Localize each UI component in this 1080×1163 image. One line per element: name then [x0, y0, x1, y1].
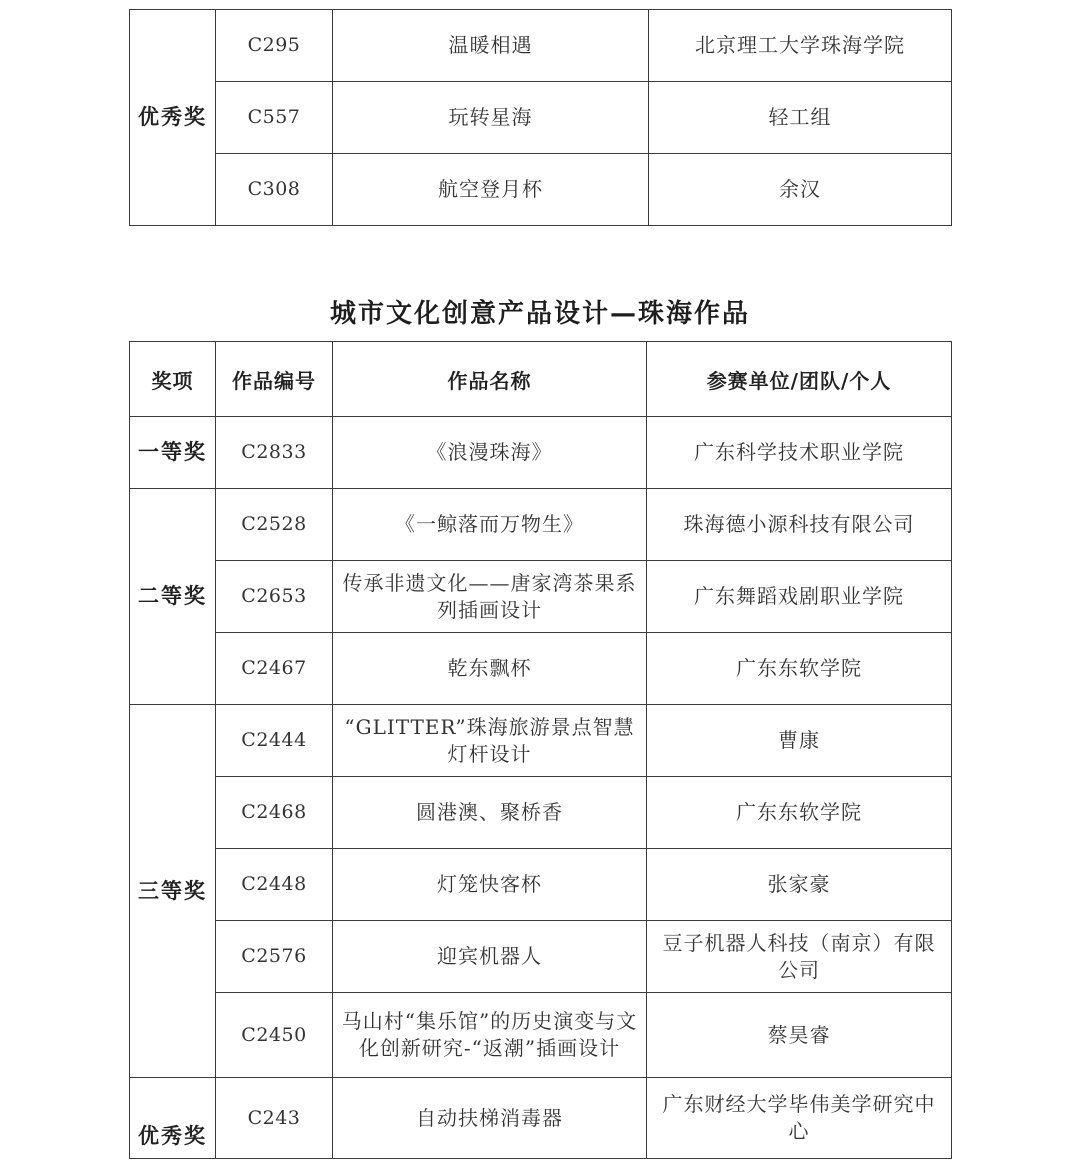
code-cell: C2653: [216, 561, 333, 633]
table-row: [130, 82, 952, 154]
title-cell: 玩转星海: [333, 82, 649, 154]
table-row: [130, 993, 952, 1078]
entrant-cell: 广东财经大学毕伟美学研究中心: [647, 1078, 952, 1159]
table-row: [130, 489, 952, 561]
entrant-cell: 豆子机器人科技（南京）有限公司: [647, 921, 952, 993]
code-cell: C2468: [216, 777, 333, 849]
entrant-cell: 广东科学技术职业学院: [647, 417, 952, 489]
code-cell: C308: [216, 154, 333, 226]
table-row: [130, 417, 952, 489]
title-cell: 温暖相遇: [333, 10, 649, 82]
header-entrant: 参赛单位/团队/个人: [647, 342, 952, 417]
award-cell: 三等奖: [130, 705, 216, 1078]
code-cell: C2444: [216, 705, 333, 777]
code-cell: C2450: [216, 993, 333, 1078]
table-row: [130, 154, 952, 226]
title-cell: 乾东飘杯: [333, 633, 647, 705]
title-cell: 《浪漫珠海》: [333, 417, 647, 489]
title-cell: “GLITTER”珠海旅游景点智慧灯杆设计: [333, 705, 647, 777]
table-row: [130, 705, 952, 777]
title-cell: 马山村“集乐馆”的历史演变与文化创新研究-“返潮”插画设计: [333, 993, 647, 1078]
title-cell: 《一鲸落而万物生》: [333, 489, 647, 561]
header-code: 作品编号: [216, 342, 333, 417]
title-cell: 灯笼快客杯: [333, 849, 647, 921]
entrant-cell: 余汉: [649, 154, 952, 226]
header-award: 奖项: [130, 342, 216, 417]
entrant-cell: 广东舞蹈戏剧职业学院: [647, 561, 952, 633]
award-table-continued: [129, 9, 952, 226]
table-row: [130, 10, 952, 82]
code-cell: C2833: [216, 417, 333, 489]
entrant-cell: 蔡昊睿: [647, 993, 952, 1078]
code-cell: C2528: [216, 489, 333, 561]
award-cell: 二等奖: [130, 489, 216, 705]
title-cell: 圆港澳、聚桥香: [333, 777, 647, 849]
code-cell: C243: [216, 1078, 333, 1159]
code-cell: C557: [216, 82, 333, 154]
code-cell: C2448: [216, 849, 333, 921]
award-cell: 优秀奖: [130, 10, 216, 226]
table-row: [130, 849, 952, 921]
entrant-cell: 轻工组: [649, 82, 952, 154]
header-title: 作品名称: [333, 342, 647, 417]
code-cell: C2576: [216, 921, 333, 993]
table-header-row: [130, 342, 952, 417]
title-cell: 自动扶梯消毒器: [333, 1078, 647, 1159]
code-cell: C295: [216, 10, 333, 82]
entrant-cell: 广东东软学院: [647, 777, 952, 849]
entrant-cell: 珠海德小源科技有限公司: [647, 489, 952, 561]
award-cell: 优秀奖: [130, 1078, 216, 1159]
award-table: [129, 341, 952, 1159]
table-row: [130, 633, 952, 705]
table-row: [130, 777, 952, 849]
code-cell: C2467: [216, 633, 333, 705]
table-row: [130, 561, 952, 633]
table-row: [130, 921, 952, 993]
award-cell: 一等奖: [130, 417, 216, 489]
section-title: 城市文化创意产品设计—珠海作品: [329, 299, 750, 329]
title-cell: 迎宾机器人: [333, 921, 647, 993]
entrant-cell: 张家豪: [647, 849, 952, 921]
table-row: [130, 1078, 952, 1159]
entrant-cell: 北京理工大学珠海学院: [649, 10, 952, 82]
title-cell: 传承非遗文化——唐家湾茶果系列插画设计: [333, 561, 647, 633]
title-cell: 航空登月杯: [333, 154, 649, 226]
entrant-cell: 广东东软学院: [647, 633, 952, 705]
entrant-cell: 曹康: [647, 705, 952, 777]
